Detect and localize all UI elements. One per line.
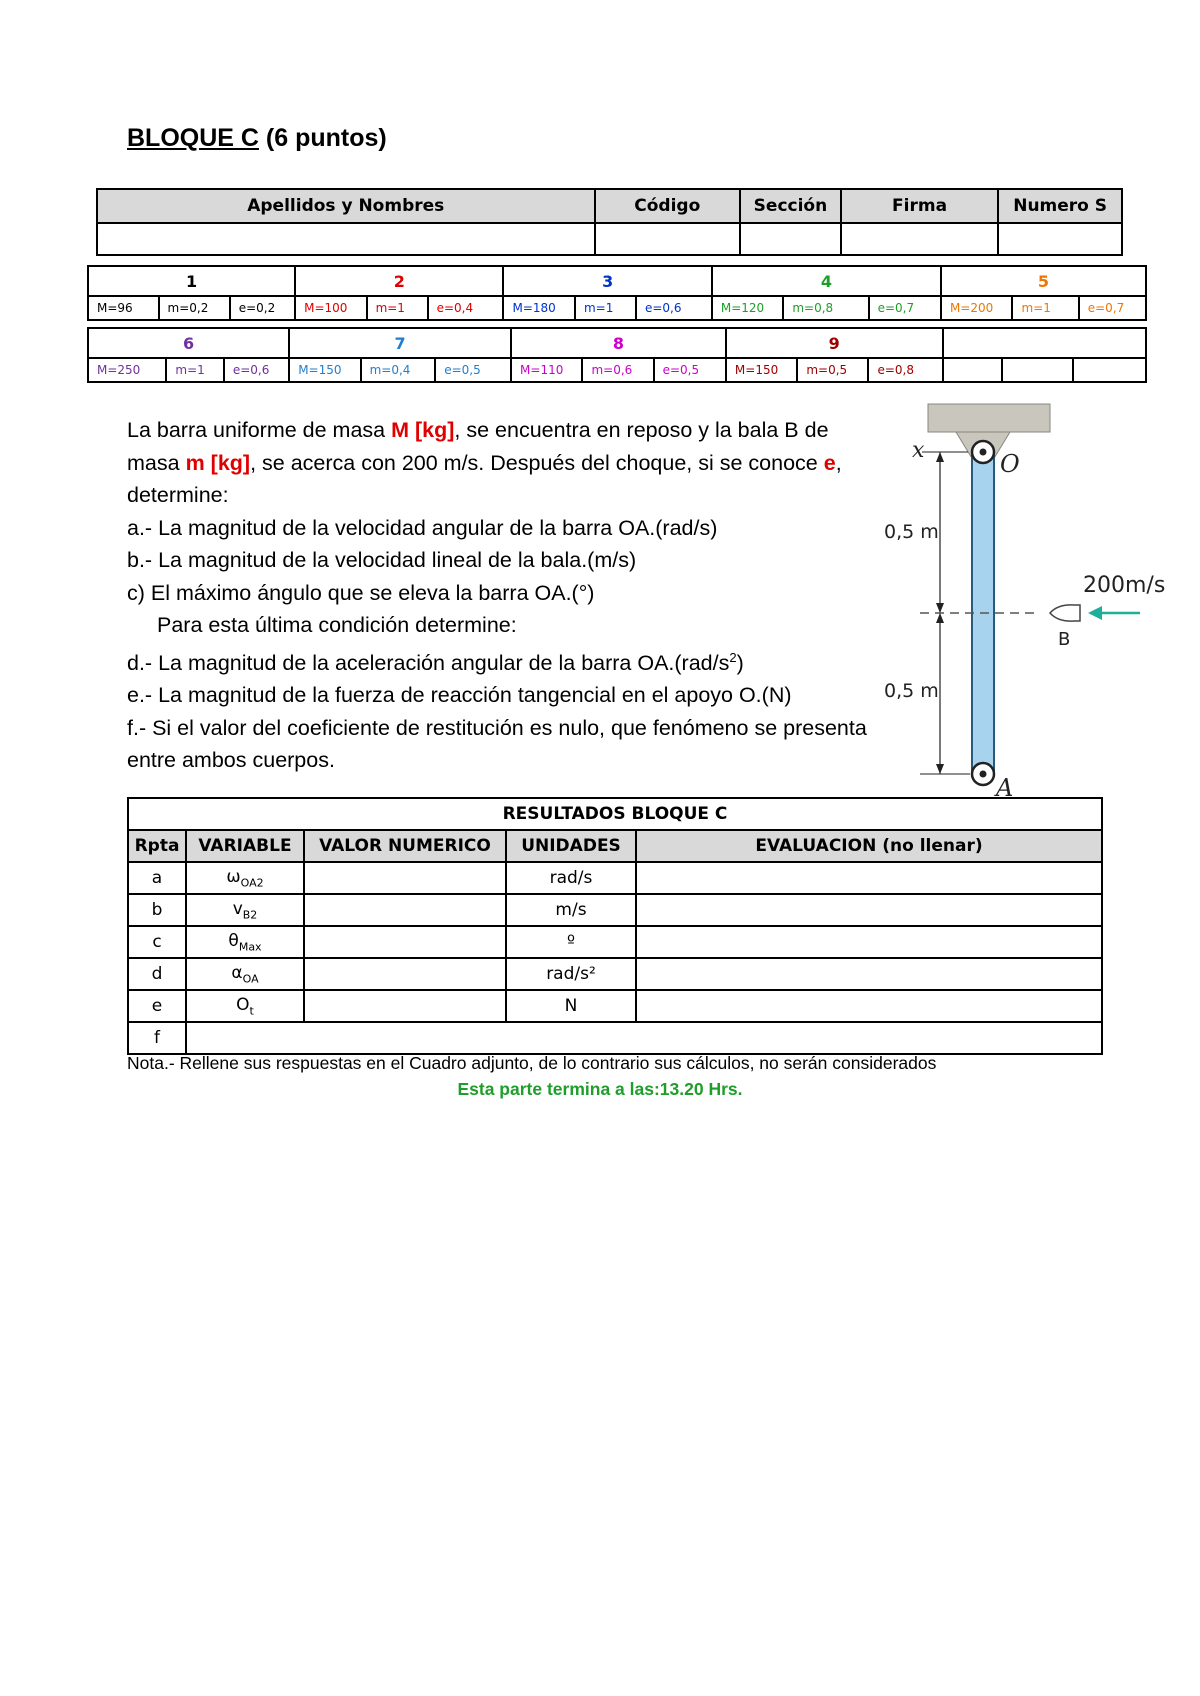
variant-number: 8	[511, 328, 726, 358]
variant-empty	[1073, 358, 1146, 382]
problem-intro: La barra uniforme de masa M [kg], se encuentra en reposo y la bala B de masa m [kg], se acerca con 200 m/s. Después del choque, si se conoce e, determine:	[127, 418, 842, 507]
variants-table-1	[87, 265, 1147, 321]
variant-m: m=0,5	[797, 358, 868, 382]
variant-M: M=180	[503, 296, 574, 320]
variant-number: 1	[88, 266, 295, 296]
variant-number: 2	[295, 266, 503, 296]
results-title: RESULTADOS BLOQUE C	[128, 798, 1102, 830]
variant-number: 6	[88, 328, 289, 358]
mass-m: m [kg]	[185, 450, 251, 475]
question-f: f.- Si el valor del coeficiente de restitución es nulo, que fenómeno se presenta entre ambos cuerpos.	[127, 715, 867, 773]
table-row: b $v_{B2}$ m/s	[128, 894, 1102, 926]
variant-e: e=0,2	[230, 296, 295, 320]
variant-m: m=0,4	[361, 358, 436, 382]
variant-M: M=96	[88, 296, 159, 320]
bar-diagram	[884, 400, 1180, 802]
variable-omega: $\omega_{OA2}$	[186, 862, 304, 894]
variant-m: m=1	[367, 296, 428, 320]
bullet-B-icon	[1050, 605, 1080, 621]
question-e: e.- La magnitud de la fuerza de reacción tangencial en el apoyo O.(N)	[127, 683, 792, 708]
table-row: d $\alpha_{OA}$ rad/s²	[128, 958, 1102, 990]
question-a: a.- La magnitud de la velocidad angular de la barra OA.(rad/s)	[127, 515, 718, 540]
variant-number: 3	[503, 266, 711, 296]
variable-alpha: $\alpha_{OA}$	[186, 958, 304, 990]
variant-e: e=0,8	[868, 358, 942, 382]
variant-e: e=0,7	[1079, 296, 1146, 320]
label-O: O	[1000, 450, 1020, 478]
variant-m: m=0,6	[582, 358, 653, 382]
input-seccion[interactable]	[740, 223, 841, 255]
variant-M: M=200	[941, 296, 1012, 320]
header-apellidos: Apellidos y Nombres	[97, 189, 595, 223]
variable-theta: $\theta_{Max}$	[186, 926, 304, 958]
table-row: c $\theta_{Max}$ º	[128, 926, 1102, 958]
variant-M: M=100	[295, 296, 366, 320]
variant-m: m=0,2	[159, 296, 230, 320]
col-evaluacion: EVALUACION (no llenar)	[636, 830, 1102, 862]
answer-f-input[interactable]	[186, 1022, 1102, 1054]
variant-number-empty	[943, 328, 1146, 358]
variant-empty	[1002, 358, 1073, 382]
evaluation-cell	[636, 926, 1102, 958]
bar-OA	[972, 454, 994, 774]
question-b: b.- La magnitud de la velocidad lineal de la bala.(m/s)	[127, 548, 637, 572]
header-numero: Numero S	[998, 189, 1122, 223]
col-variable: VARIABLE	[186, 830, 304, 862]
value-input[interactable]	[304, 958, 506, 990]
variant-M: M=110	[511, 358, 582, 382]
coef-e: e	[823, 450, 836, 475]
evaluation-cell	[636, 990, 1102, 1022]
question-c: c) El máximo ángulo que se eleva la barra OA.(°)	[127, 580, 595, 605]
input-numero[interactable]	[998, 223, 1122, 255]
col-unidades: UNIDADES	[506, 830, 636, 862]
block-title-rest: (6 puntos)	[258, 124, 387, 152]
block-title	[127, 124, 387, 153]
variant-e: e=0,5	[654, 358, 726, 382]
variable-O: $O_t$	[186, 990, 304, 1022]
header-codigo: Código	[595, 189, 741, 223]
input-apellidos[interactable]	[97, 223, 595, 255]
condition-line: Para esta última condición determine:	[157, 613, 517, 637]
student-info-table	[96, 188, 1123, 256]
variant-e: e=0,6	[224, 358, 289, 382]
question-d: d.- La magnitud de la aceleración angular de la barra $OA.(rad/s^2)$	[127, 649, 744, 675]
results-table	[127, 797, 1103, 1055]
variant-empty	[943, 358, 1002, 382]
variant-e: e=0,5	[435, 358, 511, 382]
header-seccion: Sección	[740, 189, 841, 223]
variant-m: m=1	[575, 296, 636, 320]
label-A: A	[996, 774, 1014, 802]
block-title-underlined: BLOQUE C	[127, 124, 259, 152]
input-firma[interactable]	[841, 223, 998, 255]
variant-m: m=0,8	[783, 296, 868, 320]
label-B: B	[1058, 629, 1071, 650]
variant-m: m=1	[166, 358, 223, 382]
variant-M: M=250	[88, 358, 166, 382]
table-row: f	[128, 1022, 1102, 1054]
value-input[interactable]	[304, 894, 506, 926]
variant-number: 5	[941, 266, 1146, 296]
input-codigo[interactable]	[595, 223, 741, 255]
end-time: Esta parte termina a las:13.20 Hrs.	[457, 1079, 743, 1099]
variant-M: M=150	[726, 358, 797, 382]
variants-table-2	[87, 327, 1147, 383]
table-row: e $O_t$ N	[128, 990, 1102, 1022]
variant-M: M=120	[712, 296, 783, 320]
variable-v: $v_{B2}$	[186, 894, 304, 926]
dim-lower: 0,5 m	[884, 680, 939, 702]
problem-statement	[127, 414, 887, 777]
evaluation-cell	[636, 894, 1102, 926]
variant-e: e=0,4	[428, 296, 504, 320]
variant-e: e=0,7	[869, 296, 941, 320]
value-input[interactable]	[304, 862, 506, 894]
table-row: a $\omega_{OA2}$ rad/s	[128, 862, 1102, 894]
mass-M: M [kg]	[391, 418, 455, 442]
variant-M: M=150	[289, 358, 360, 382]
label-x: x	[912, 438, 925, 463]
speed-label: 200m/s	[1083, 573, 1166, 598]
dim-upper: 0,5 m	[884, 521, 939, 543]
value-input[interactable]	[304, 926, 506, 958]
variant-e: e=0,6	[636, 296, 712, 320]
note: Nota.- Rellene sus respuestas en el Cuadro adjunto, de lo contrario sus cálculos, no serán considerados	[127, 1053, 937, 1073]
variant-m: m=1	[1012, 296, 1078, 320]
variant-number: 7	[289, 328, 511, 358]
value-input[interactable]	[304, 990, 506, 1022]
col-rpta: Rpta	[128, 830, 186, 862]
evaluation-cell	[636, 958, 1102, 990]
col-valor: VALOR NUMERICO	[304, 830, 506, 862]
evaluation-cell	[636, 862, 1102, 894]
variant-number: 4	[712, 266, 941, 296]
ceiling-support	[928, 404, 1050, 432]
variant-number: 9	[726, 328, 943, 358]
header-firma: Firma	[841, 189, 998, 223]
